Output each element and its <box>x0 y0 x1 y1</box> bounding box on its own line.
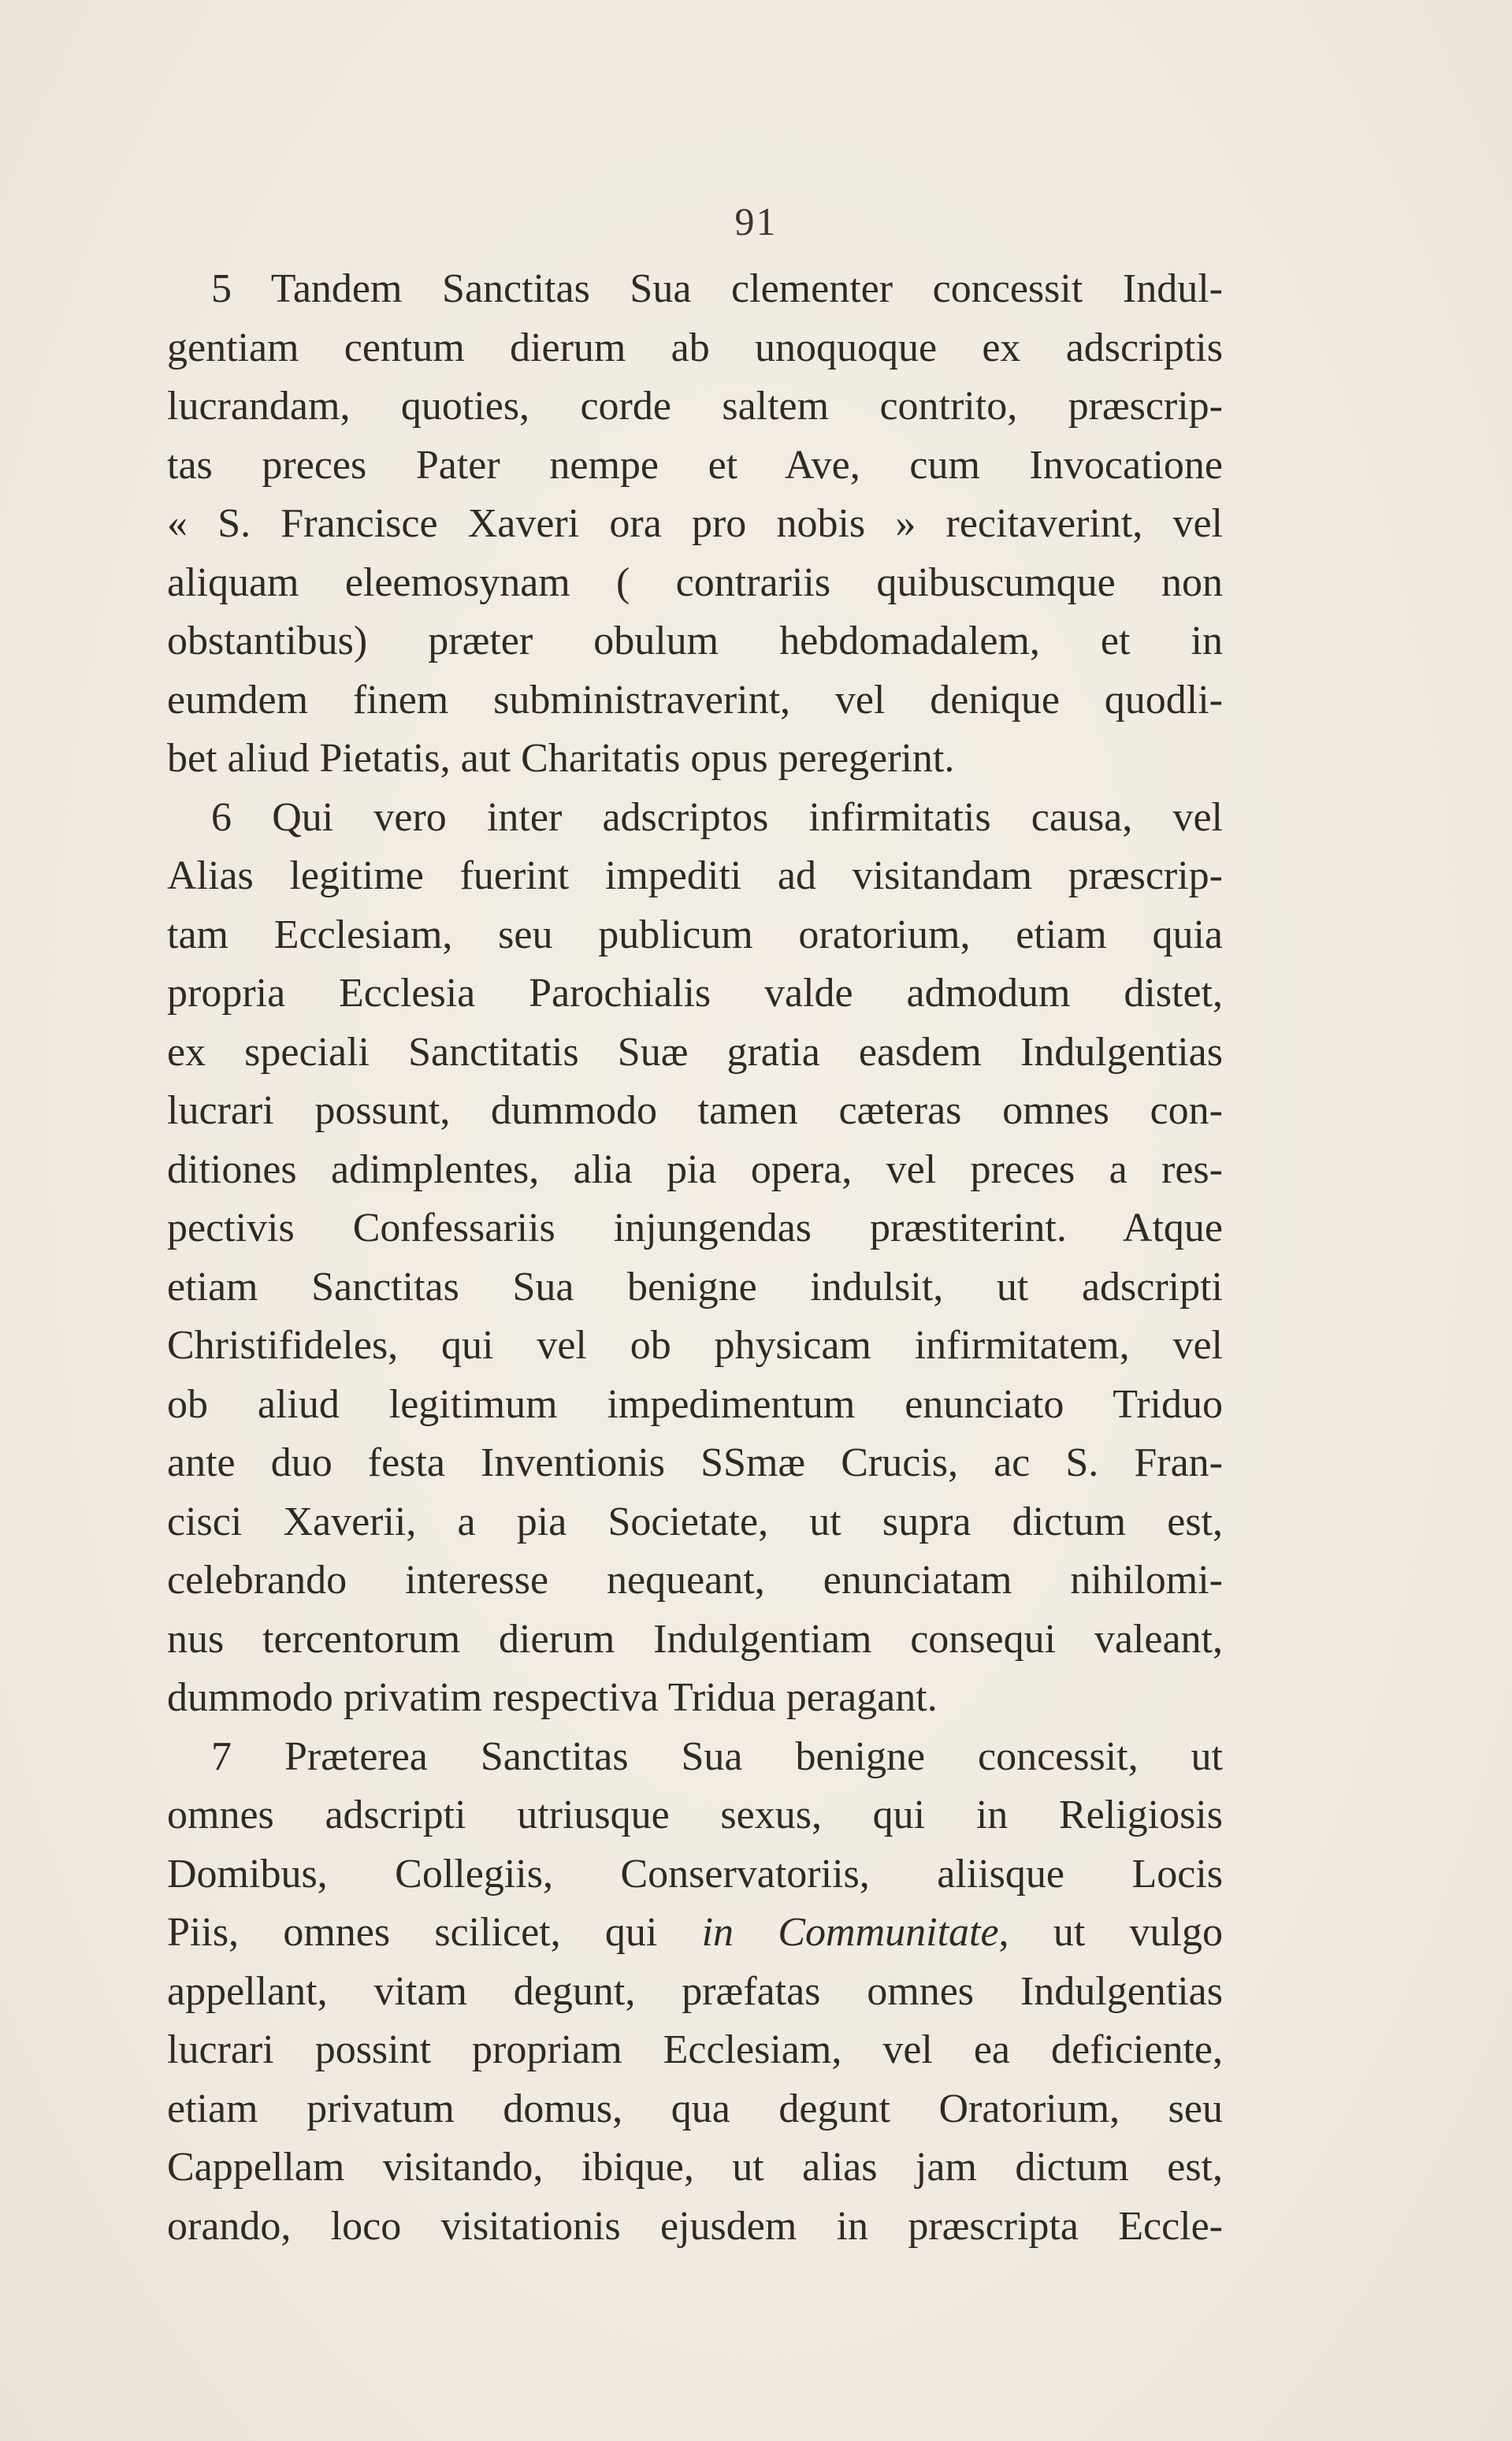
body-text <box>167 260 1223 2256</box>
text-line: tas preces Pater nempe et Ave, cum Invocatione <box>167 442 1223 488</box>
text-line: Cappellam visitando, ibique, ut alias jam dictum est, <box>167 2145 1223 2190</box>
text-line: Christifideles, qui vel ob physicam infirmitatem, vel <box>167 1323 1223 1368</box>
text-line: bet aliud Pietatis, aut Charitatis opus peregerint. <box>167 736 955 781</box>
text-line: ob aliud legitimum impedimentum enunciato Triduo <box>167 1381 1223 1427</box>
text-line: dummodo privatim respectiva Tridua peragant. <box>167 1675 938 1720</box>
text-segment: , ut vulgo <box>998 1910 1223 1955</box>
italic-text-segment: in Communitate <box>701 1910 999 1955</box>
text-line <box>167 1904 1223 1963</box>
text-line: orando, loco visitationis ejusdem in præscripta Eccle- <box>167 2203 1223 2249</box>
text-line: appellant, vitam degunt, præfatas omnes Indulgentias <box>167 1968 1223 2014</box>
text-line: Alias legitime fuerint impediti ad visitandam præscrip- <box>167 853 1223 898</box>
text-line: cisci Xaverii, a pia Societate, ut supra dictum est, <box>167 1499 1223 1544</box>
text-line: etiam privatum domus, qua degunt Oratorium, seu <box>167 2086 1223 2131</box>
text-line: celebrando interesse nequeant, enunciatam nihilomi- <box>167 1558 1223 1603</box>
text-line: nus tercentorum dierum Indulgentiam consequi valeant, <box>167 1616 1223 1662</box>
text-segment: Piis, omnes scilicet, qui <box>167 1910 702 1955</box>
text-line: lucrari possunt, dummodo tamen cæteras omnes con- <box>167 1088 1223 1133</box>
text-line: gentiam centum dierum ab unoquoque ex adscriptis <box>167 325 1223 370</box>
text-line: aliquam eleemosynam ( contrariis quibuscumque non <box>167 559 1223 605</box>
text-line: ex speciali Sanctitatis Suæ gratia easdem Indulgentias <box>167 1029 1223 1075</box>
text-line: etiam Sanctitas Sua benigne indulsit, ut adscripti <box>167 1264 1223 1310</box>
text-line: lucrandam, quoties, corde saltem contrito, præscrip- <box>167 384 1223 429</box>
text-line: propria Ecclesia Parochialis valde admodum distet, <box>167 971 1223 1016</box>
text-line: pectivis Confessariis injungendas præstiterint. Atque <box>167 1206 1223 1250</box>
text-line: obstantibus) præter obulum hebdomadalem, et in <box>167 619 1223 663</box>
text-line: eumdem finem subministraverint, vel denique quodli- <box>167 677 1223 723</box>
text-line: « S. Francisce Xaveri ora pro nobis » recitaverint, vel <box>167 501 1223 546</box>
text-line: 6 Qui vero inter adscriptos infirmitatis causa, vel <box>211 794 1223 840</box>
text-line: Domibus, Collegiis, Conservatoriis, aliisque Locis <box>167 1851 1223 1897</box>
text-line: omnes adscripti utriusque sexus, qui in Religiosis <box>167 1793 1223 1837</box>
page-number: 91 <box>734 199 778 243</box>
text-line: ditiones adimplentes, alia pia opera, vel preces a res- <box>167 1146 1223 1192</box>
text-line: tam Ecclesiam, seu publicum oratorium, etiam quia <box>167 912 1223 957</box>
text-line: lucrari possint propriam Ecclesiam, vel ea deficiente, <box>167 2027 1223 2072</box>
text-line: 7 Præterea Sanctitas Sua benigne concessit, ut <box>211 1733 1223 1779</box>
text-line: 5 Tandem Sanctitas Sua clementer concessit Indul- <box>211 266 1223 311</box>
text-line: ante duo festa Inventionis SSmæ Crucis, ac S. Fran- <box>167 1440 1223 1485</box>
